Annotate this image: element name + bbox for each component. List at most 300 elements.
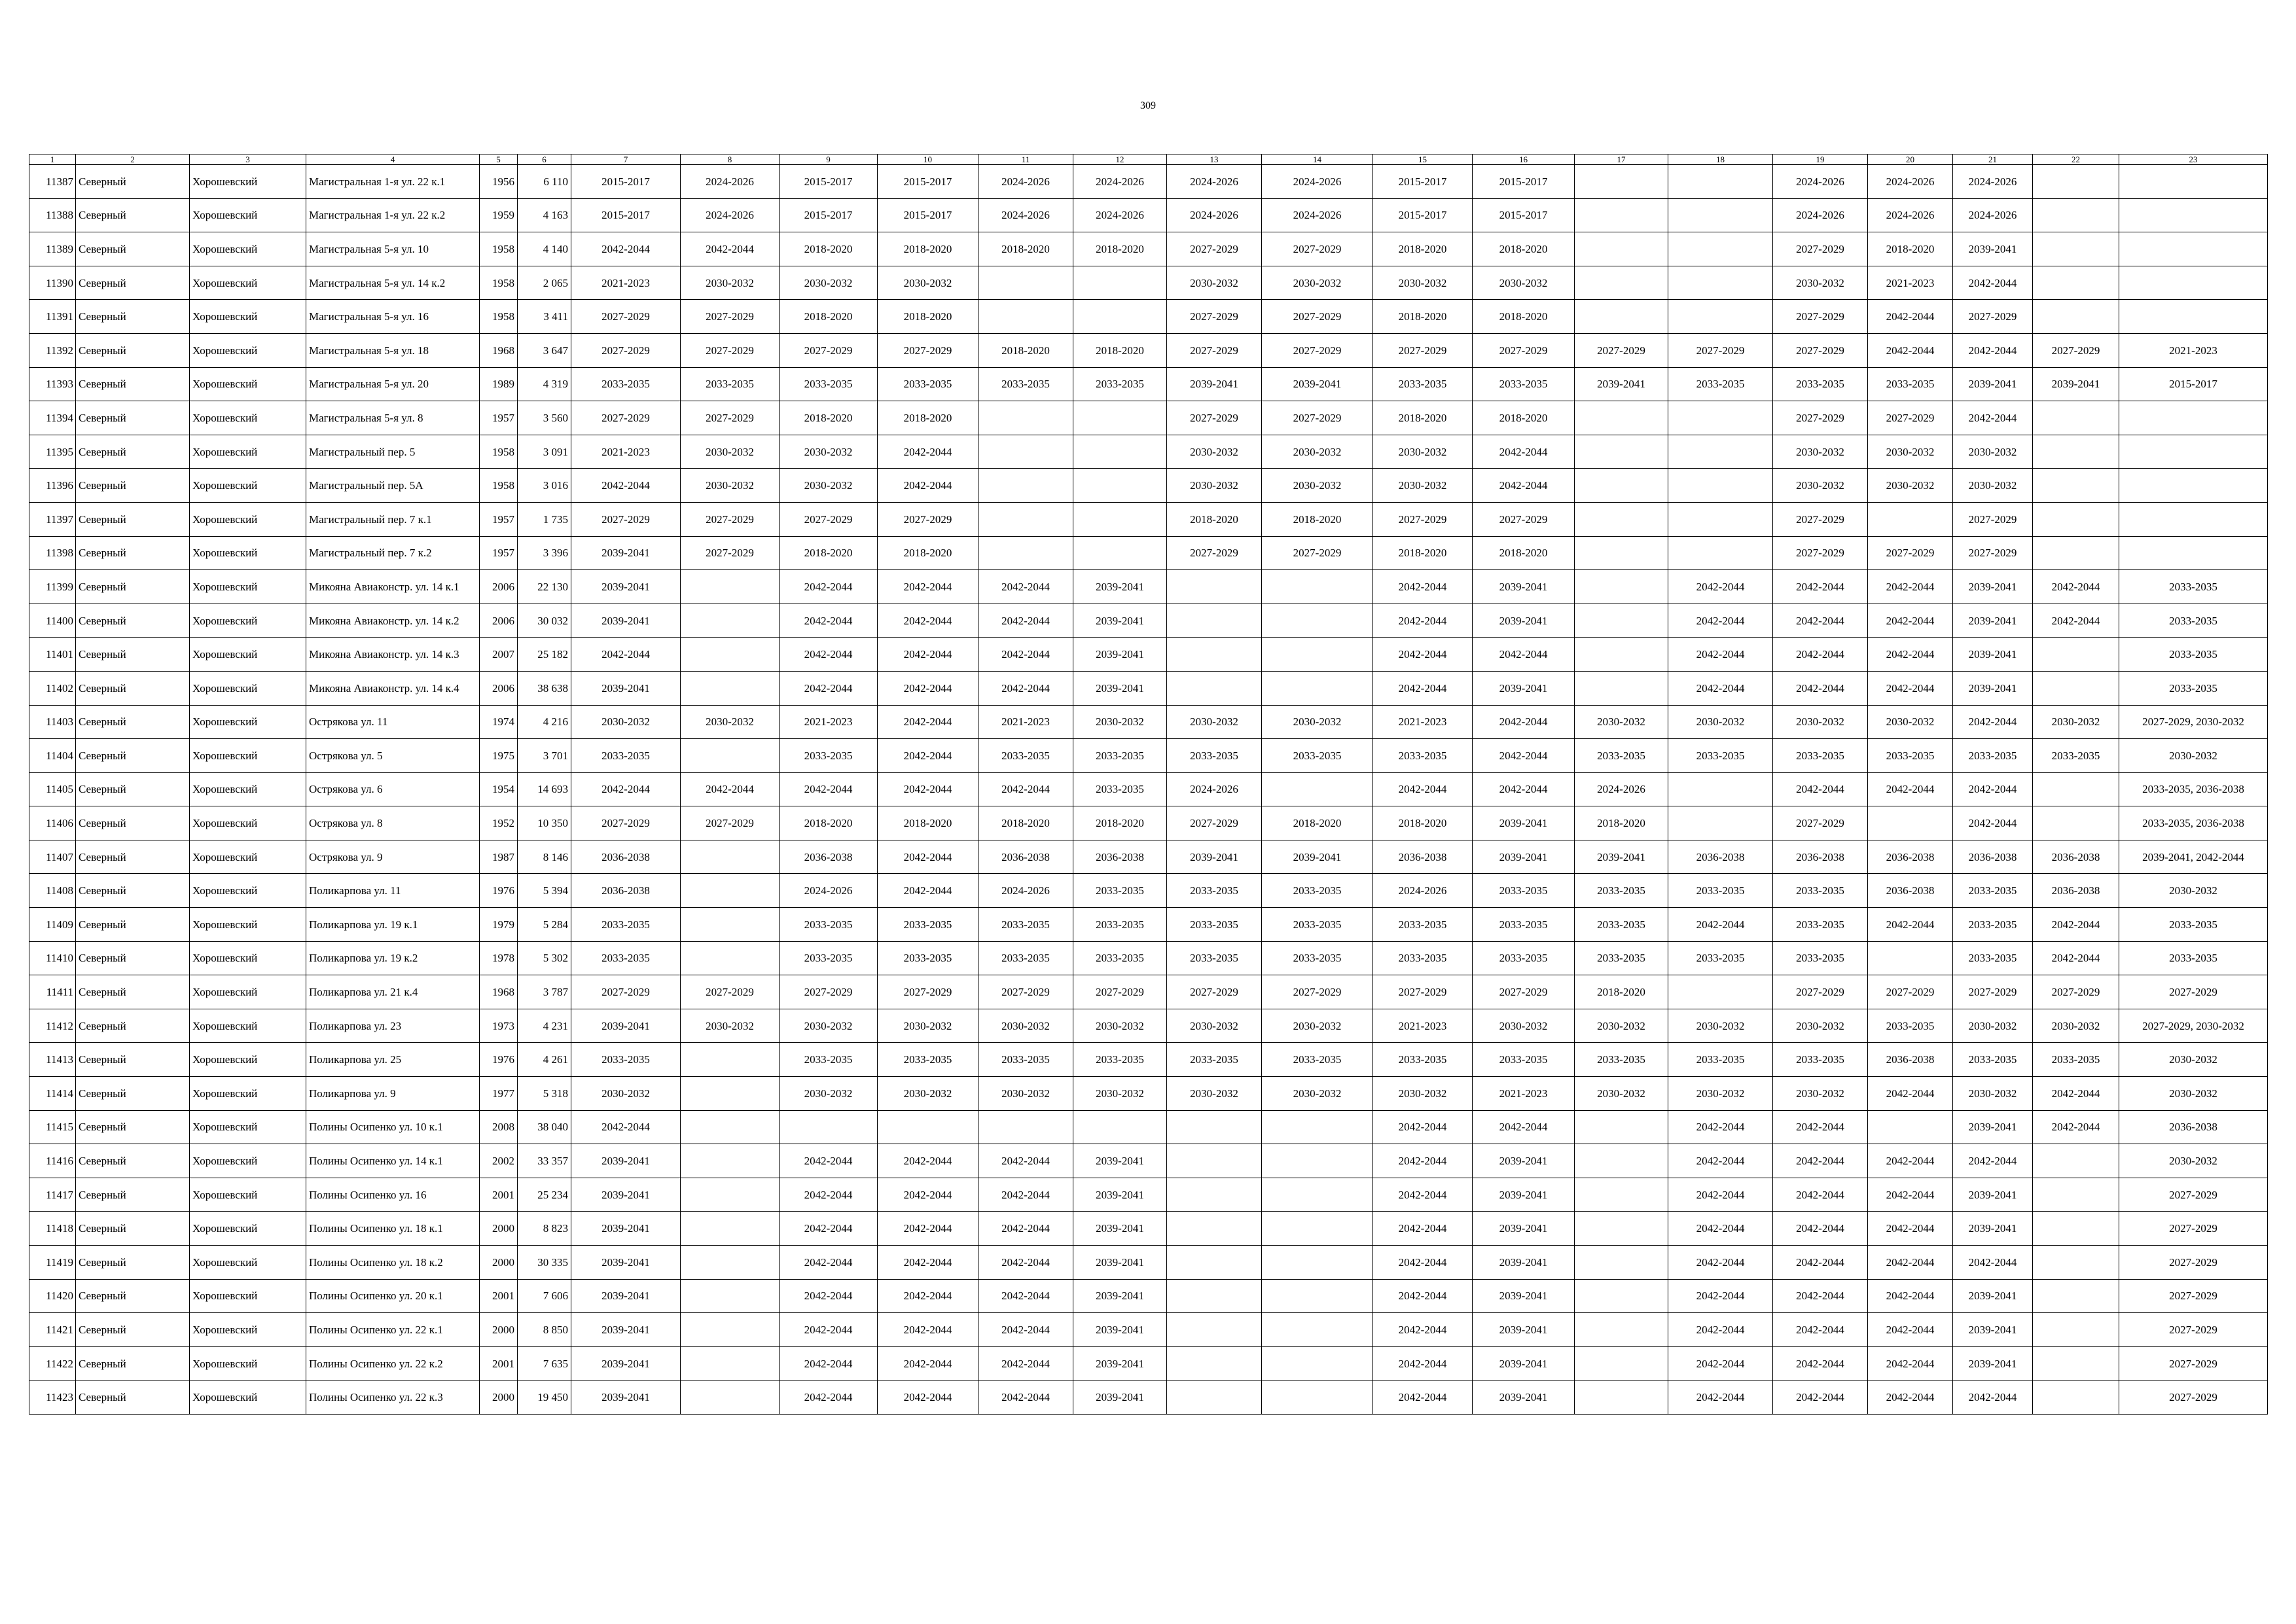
period-cell-col-19: 2033-2035: [1773, 367, 1868, 401]
period-cell-col-22: 2042-2044: [2033, 604, 2119, 638]
column-header-8: 8: [681, 154, 780, 165]
period-cell-col-8: 2024-2026: [681, 198, 780, 232]
table-row: [29, 1009, 2268, 1043]
period-cell-col-22: [2033, 266, 2119, 300]
district-cell: Северный: [76, 638, 190, 672]
column-header-10: 10: [878, 154, 978, 165]
period-cell-col-20: 2042-2044: [1868, 1279, 1953, 1313]
column-header-12: 12: [1073, 154, 1167, 165]
period-cell-col-9: 2018-2020: [780, 401, 878, 435]
area-cell: Хорошевский: [190, 300, 306, 334]
period-cell-col-12: 2033-2035: [1073, 739, 1167, 773]
period-cell-col-10: 2030-2032: [878, 1077, 978, 1111]
period-cell-col-18: [1668, 165, 1773, 199]
period-cell-col-9: 2042-2044: [780, 570, 878, 604]
period-cell-col-7: 2042-2044: [571, 1110, 681, 1144]
period-cell-col-22: [2033, 1212, 2119, 1246]
year-cell: 1954: [480, 772, 518, 806]
period-cell-col-19: 2027-2029: [1773, 536, 1868, 570]
period-cell-col-13: 2030-2032: [1167, 469, 1262, 503]
period-cell-col-8: [681, 1178, 780, 1212]
row-id: 11407: [29, 840, 76, 874]
period-cell-col-16: 2039-2041: [1473, 1279, 1575, 1313]
period-cell-col-9: 2042-2044: [780, 671, 878, 705]
row-id: 11387: [29, 165, 76, 199]
period-cell-col-18: 2042-2044: [1668, 1178, 1773, 1212]
period-cell-col-9: 2042-2044: [780, 1313, 878, 1347]
district-cell: Северный: [76, 266, 190, 300]
year-cell: 2001: [480, 1279, 518, 1313]
period-cell-col-18: 2030-2032: [1668, 705, 1773, 739]
period-cell-col-9: 2027-2029: [780, 333, 878, 367]
period-cell-col-8: 2030-2032: [681, 705, 780, 739]
district-cell: Северный: [76, 1043, 190, 1077]
district-cell: Северный: [76, 570, 190, 604]
area-value-cell: 8 850: [518, 1313, 571, 1347]
period-cell-col-21: 2039-2041: [1953, 671, 2033, 705]
period-cell-col-20: 2027-2029: [1868, 975, 1953, 1009]
area-value-cell: 38 638: [518, 671, 571, 705]
period-cell-col-17: 2030-2032: [1575, 1077, 1668, 1111]
period-cell-col-16: 2018-2020: [1473, 401, 1575, 435]
column-header-3: 3: [190, 154, 306, 165]
period-cell-col-11: 2042-2044: [978, 1178, 1073, 1212]
row-id: 11400: [29, 604, 76, 638]
period-cell-col-9: 2033-2035: [780, 908, 878, 942]
period-cell-col-11: 2021-2023: [978, 705, 1073, 739]
period-cell-col-7: 2039-2041: [571, 1144, 681, 1178]
period-cell-col-23: 2015-2017: [2119, 367, 2268, 401]
row-id: 11404: [29, 739, 76, 773]
period-cell-col-12: 2039-2041: [1073, 1380, 1167, 1415]
period-cell-col-14: [1262, 1346, 1373, 1380]
period-cell-col-12: [1073, 266, 1167, 300]
district-cell: Северный: [76, 1212, 190, 1246]
area-value-cell: 30 032: [518, 604, 571, 638]
district-cell: Северный: [76, 1346, 190, 1380]
period-cell-col-8: [681, 1313, 780, 1347]
row-id: 11388: [29, 198, 76, 232]
period-cell-col-8: [681, 570, 780, 604]
period-cell-col-15: 2033-2035: [1373, 739, 1473, 773]
period-cell-col-21: 2039-2041: [1953, 1110, 2033, 1144]
period-cell-col-14: [1262, 1313, 1373, 1347]
period-cell-col-9: 2027-2029: [780, 502, 878, 536]
period-cell-col-11: 2030-2032: [978, 1009, 1073, 1043]
period-cell-col-16: 2039-2041: [1473, 1346, 1575, 1380]
district-cell: Северный: [76, 198, 190, 232]
period-cell-col-19: 2030-2032: [1773, 1077, 1868, 1111]
period-cell-col-8: [681, 1212, 780, 1246]
period-cell-col-8: [681, 874, 780, 908]
period-cell-col-19: 2036-2038: [1773, 840, 1868, 874]
period-cell-col-10: 2042-2044: [878, 435, 978, 469]
page-number: 309: [1140, 100, 1156, 111]
period-cell-col-21: 2030-2032: [1953, 1009, 2033, 1043]
table-row: [29, 1077, 2268, 1111]
period-cell-col-11: 2033-2035: [978, 1043, 1073, 1077]
period-cell-col-14: 2027-2029: [1262, 401, 1373, 435]
year-cell: 2002: [480, 1144, 518, 1178]
area-value-cell: 4 140: [518, 232, 571, 266]
period-cell-col-21: 2024-2026: [1953, 165, 2033, 199]
period-cell-col-11: 2033-2035: [978, 941, 1073, 975]
column-header-2: 2: [76, 154, 190, 165]
period-cell-col-13: 2027-2029: [1167, 806, 1262, 840]
period-cell-col-16: 2033-2035: [1473, 941, 1575, 975]
period-cell-col-10: 2027-2029: [878, 333, 978, 367]
period-cell-col-23: 2033-2035: [2119, 908, 2268, 942]
period-cell-col-21: 2042-2044: [1953, 806, 2033, 840]
period-cell-col-14: 2027-2029: [1262, 333, 1373, 367]
period-cell-col-7: 2033-2035: [571, 908, 681, 942]
area-cell: Хорошевский: [190, 1380, 306, 1415]
period-cell-col-22: [2033, 536, 2119, 570]
period-cell-col-10: 2018-2020: [878, 401, 978, 435]
year-cell: 2007: [480, 638, 518, 672]
area-cell: Хорошевский: [190, 908, 306, 942]
period-cell-col-14: 2033-2035: [1262, 908, 1373, 942]
row-id: 11401: [29, 638, 76, 672]
period-cell-col-10: 2042-2044: [878, 739, 978, 773]
area-value-cell: 25 182: [518, 638, 571, 672]
period-cell-col-22: 2042-2044: [2033, 941, 2119, 975]
period-cell-col-15: 2027-2029: [1373, 502, 1473, 536]
period-cell-col-13: 2039-2041: [1167, 367, 1262, 401]
period-cell-col-15: 2021-2023: [1373, 1009, 1473, 1043]
period-cell-col-15: 2042-2044: [1373, 1144, 1473, 1178]
period-cell-col-17: [1575, 502, 1668, 536]
table-row: [29, 772, 2268, 806]
period-cell-col-21: 2042-2044: [1953, 333, 2033, 367]
period-cell-col-13: 2033-2035: [1167, 908, 1262, 942]
district-cell: Северный: [76, 840, 190, 874]
table-row: [29, 333, 2268, 367]
table-row: [29, 1346, 2268, 1380]
period-cell-col-19: 2030-2032: [1773, 469, 1868, 503]
period-cell-col-22: [2033, 502, 2119, 536]
table-row: [29, 604, 2268, 638]
period-cell-col-17: [1575, 1313, 1668, 1347]
period-cell-col-17: [1575, 1178, 1668, 1212]
period-cell-col-16: 2039-2041: [1473, 1212, 1575, 1246]
period-cell-col-21: 2033-2035: [1953, 1043, 2033, 1077]
period-cell-col-9: 2018-2020: [780, 300, 878, 334]
area-cell: Хорошевский: [190, 772, 306, 806]
period-cell-col-18: [1668, 502, 1773, 536]
period-cell-col-14: [1262, 671, 1373, 705]
period-cell-col-15: 2033-2035: [1373, 367, 1473, 401]
period-cell-col-17: [1575, 435, 1668, 469]
period-cell-col-8: 2030-2032: [681, 435, 780, 469]
area-cell: Хорошевский: [190, 469, 306, 503]
column-header-18: 18: [1668, 154, 1773, 165]
period-cell-col-22: [2033, 198, 2119, 232]
period-cell-col-13: [1167, 604, 1262, 638]
period-cell-col-14: 2033-2035: [1262, 941, 1373, 975]
period-cell-col-7: 2039-2041: [571, 570, 681, 604]
area-value-cell: 3 016: [518, 469, 571, 503]
period-cell-col-10: 2015-2017: [878, 198, 978, 232]
period-cell-col-12: 2024-2026: [1073, 165, 1167, 199]
period-cell-col-11: 2030-2032: [978, 1077, 1073, 1111]
period-cell-col-23: [2119, 232, 2268, 266]
period-cell-col-12: 2033-2035: [1073, 941, 1167, 975]
address-cell: Поликарпова ул. 9: [306, 1077, 480, 1111]
area-cell: Хорошевский: [190, 401, 306, 435]
period-cell-col-20: 2042-2044: [1868, 604, 1953, 638]
period-cell-col-18: 2042-2044: [1668, 1144, 1773, 1178]
period-cell-col-15: 2033-2035: [1373, 908, 1473, 942]
period-cell-col-19: 2042-2044: [1773, 1279, 1868, 1313]
period-cell-col-20: 2042-2044: [1868, 300, 1953, 334]
row-id: 11420: [29, 1279, 76, 1313]
area-value-cell: 7 635: [518, 1346, 571, 1380]
period-cell-col-21: 2027-2029: [1953, 975, 2033, 1009]
row-id: 11391: [29, 300, 76, 334]
period-cell-col-12: 2039-2041: [1073, 604, 1167, 638]
period-cell-col-15: 2018-2020: [1373, 300, 1473, 334]
period-cell-col-8: [681, 671, 780, 705]
period-cell-col-14: 2030-2032: [1262, 469, 1373, 503]
table-row: [29, 941, 2268, 975]
address-cell: Острякова ул. 11: [306, 705, 480, 739]
period-cell-col-20: 2042-2044: [1868, 671, 1953, 705]
period-cell-col-12: 2039-2041: [1073, 1279, 1167, 1313]
period-cell-col-9: 2042-2044: [780, 638, 878, 672]
year-cell: 1968: [480, 975, 518, 1009]
period-cell-col-20: 2042-2044: [1868, 570, 1953, 604]
period-cell-col-14: 2027-2029: [1262, 536, 1373, 570]
period-cell-col-18: 2027-2029: [1668, 333, 1773, 367]
row-id: 11422: [29, 1346, 76, 1380]
area-value-cell: 5 284: [518, 908, 571, 942]
period-cell-col-18: 2042-2044: [1668, 638, 1773, 672]
period-cell-col-15: 2018-2020: [1373, 536, 1473, 570]
row-id: 11414: [29, 1077, 76, 1111]
period-cell-col-22: 2027-2029: [2033, 975, 2119, 1009]
period-cell-col-22: [2033, 165, 2119, 199]
period-cell-col-13: [1167, 638, 1262, 672]
period-cell-col-13: 2033-2035: [1167, 941, 1262, 975]
period-cell-col-19: 2042-2044: [1773, 1346, 1868, 1380]
area-value-cell: 3 091: [518, 435, 571, 469]
period-cell-col-10: 2027-2029: [878, 502, 978, 536]
period-cell-col-19: 2033-2035: [1773, 1043, 1868, 1077]
district-cell: Северный: [76, 671, 190, 705]
period-cell-col-19: 2024-2026: [1773, 198, 1868, 232]
period-cell-col-14: [1262, 1279, 1373, 1313]
area-value-cell: 3 411: [518, 300, 571, 334]
table-row: [29, 300, 2268, 334]
period-cell-col-21: 2027-2029: [1953, 300, 2033, 334]
period-cell-col-23: 2021-2023: [2119, 333, 2268, 367]
period-cell-col-12: [1073, 1110, 1167, 1144]
area-cell: Хорошевский: [190, 705, 306, 739]
period-cell-col-8: 2027-2029: [681, 975, 780, 1009]
period-cell-col-23: 2033-2035, 2036-2038: [2119, 806, 2268, 840]
period-cell-col-16: 2039-2041: [1473, 671, 1575, 705]
period-cell-col-20: 2042-2044: [1868, 1346, 1953, 1380]
table-row: [29, 1212, 2268, 1246]
row-id: 11397: [29, 502, 76, 536]
period-cell-col-16: 2018-2020: [1473, 300, 1575, 334]
period-cell-col-20: 2030-2032: [1868, 469, 1953, 503]
period-cell-col-19: 2042-2044: [1773, 671, 1868, 705]
period-cell-col-13: 2030-2032: [1167, 435, 1262, 469]
period-cell-col-15: 2015-2017: [1373, 165, 1473, 199]
period-cell-col-20: 2036-2038: [1868, 1043, 1953, 1077]
period-cell-col-8: 2027-2029: [681, 536, 780, 570]
column-header-22: 22: [2033, 154, 2119, 165]
period-cell-col-7: 2042-2044: [571, 469, 681, 503]
period-cell-col-9: 2042-2044: [780, 1212, 878, 1246]
period-cell-col-19: 2030-2032: [1773, 1009, 1868, 1043]
period-cell-col-13: 2030-2032: [1167, 705, 1262, 739]
period-cell-col-12: 2036-2038: [1073, 840, 1167, 874]
period-cell-col-15: 2030-2032: [1373, 435, 1473, 469]
period-cell-col-9: 2021-2023: [780, 705, 878, 739]
period-cell-col-20: 2042-2044: [1868, 1212, 1953, 1246]
period-cell-col-15: 2042-2044: [1373, 1313, 1473, 1347]
address-cell: Полины Осипенко ул. 20 к.1: [306, 1279, 480, 1313]
period-cell-col-17: [1575, 198, 1668, 232]
row-id: 11411: [29, 975, 76, 1009]
year-cell: 1957: [480, 536, 518, 570]
period-cell-col-16: 2042-2044: [1473, 705, 1575, 739]
district-cell: Северный: [76, 1077, 190, 1111]
period-cell-col-22: [2033, 300, 2119, 334]
period-cell-col-12: 2039-2041: [1073, 1144, 1167, 1178]
period-cell-col-9: 2030-2032: [780, 1009, 878, 1043]
period-cell-col-15: 2042-2044: [1373, 671, 1473, 705]
area-cell: Хорошевский: [190, 1279, 306, 1313]
district-cell: Северный: [76, 1279, 190, 1313]
period-cell-col-17: [1575, 1246, 1668, 1280]
table-row: [29, 165, 2268, 199]
period-cell-col-7: 2033-2035: [571, 739, 681, 773]
period-cell-col-16: 2033-2035: [1473, 874, 1575, 908]
period-cell-col-11: 2024-2026: [978, 874, 1073, 908]
period-cell-col-22: [2033, 1246, 2119, 1280]
period-cell-col-11: 2042-2044: [978, 671, 1073, 705]
district-cell: Северный: [76, 1144, 190, 1178]
period-cell-col-23: 2033-2035: [2119, 941, 2268, 975]
period-cell-col-16: 2015-2017: [1473, 198, 1575, 232]
table-row: [29, 1144, 2268, 1178]
district-cell: Северный: [76, 536, 190, 570]
table-row: [29, 570, 2268, 604]
period-cell-col-10: 2030-2032: [878, 1009, 978, 1043]
period-cell-col-11: 2033-2035: [978, 908, 1073, 942]
period-cell-col-22: [2033, 435, 2119, 469]
address-cell: Магистральный пер. 5: [306, 435, 480, 469]
header-row: [29, 154, 2268, 165]
period-cell-col-9: 2042-2044: [780, 1178, 878, 1212]
row-id: 11394: [29, 401, 76, 435]
row-id: 11406: [29, 806, 76, 840]
area-cell: Хорошевский: [190, 1009, 306, 1043]
address-cell: Полины Осипенко ул. 18 к.2: [306, 1246, 480, 1280]
period-cell-col-10: 2018-2020: [878, 806, 978, 840]
year-cell: 1958: [480, 266, 518, 300]
area-cell: Хорошевский: [190, 1043, 306, 1077]
period-cell-col-15: 2042-2044: [1373, 1380, 1473, 1415]
period-cell-col-22: [2033, 806, 2119, 840]
period-cell-col-14: [1262, 1246, 1373, 1280]
period-cell-col-8: 2030-2032: [681, 1009, 780, 1043]
period-cell-col-19: 2027-2029: [1773, 502, 1868, 536]
period-cell-col-23: 2027-2029: [2119, 1212, 2268, 1246]
period-cell-col-18: 2042-2044: [1668, 1110, 1773, 1144]
district-cell: Северный: [76, 401, 190, 435]
period-cell-col-16: 2021-2023: [1473, 1077, 1575, 1111]
period-cell-col-22: 2042-2044: [2033, 570, 2119, 604]
period-cell-col-21: 2039-2041: [1953, 1178, 2033, 1212]
period-cell-col-19: 2030-2032: [1773, 435, 1868, 469]
period-cell-col-11: 2024-2026: [978, 165, 1073, 199]
period-cell-col-10: 2042-2044: [878, 1313, 978, 1347]
period-cell-col-17: 2027-2029: [1575, 333, 1668, 367]
period-cell-col-13: 2039-2041: [1167, 840, 1262, 874]
period-cell-col-8: [681, 1346, 780, 1380]
period-cell-col-9: 2015-2017: [780, 165, 878, 199]
address-cell: Полины Осипенко ул. 10 к.1: [306, 1110, 480, 1144]
period-cell-col-15: 2018-2020: [1373, 232, 1473, 266]
period-cell-col-13: 2033-2035: [1167, 1043, 1262, 1077]
period-cell-col-12: 2018-2020: [1073, 232, 1167, 266]
period-cell-col-22: [2033, 638, 2119, 672]
address-cell: Магистральный пер. 7 к.1: [306, 502, 480, 536]
area-cell: Хорошевский: [190, 333, 306, 367]
period-cell-col-9: 2042-2044: [780, 1246, 878, 1280]
area-cell: Хорошевский: [190, 266, 306, 300]
area-cell: Хорошевский: [190, 570, 306, 604]
area-cell: Хорошевский: [190, 502, 306, 536]
period-cell-col-13: 2024-2026: [1167, 165, 1262, 199]
address-cell: Острякова ул. 5: [306, 739, 480, 773]
year-cell: 2006: [480, 671, 518, 705]
period-cell-col-15: 2027-2029: [1373, 333, 1473, 367]
period-cell-col-14: 2030-2032: [1262, 435, 1373, 469]
period-cell-col-12: 2030-2032: [1073, 1077, 1167, 1111]
period-cell-col-17: 2030-2032: [1575, 705, 1668, 739]
period-cell-col-13: 2027-2029: [1167, 975, 1262, 1009]
address-cell: Микояна Авиаконстр. ул. 14 к.3: [306, 638, 480, 672]
period-cell-col-8: 2027-2029: [681, 502, 780, 536]
period-cell-col-15: 2042-2044: [1373, 1110, 1473, 1144]
period-cell-col-19: 2027-2029: [1773, 232, 1868, 266]
district-cell: Северный: [76, 367, 190, 401]
period-cell-col-11: 2042-2044: [978, 604, 1073, 638]
period-cell-col-17: [1575, 1380, 1668, 1415]
district-cell: Северный: [76, 469, 190, 503]
period-cell-col-18: [1668, 300, 1773, 334]
year-cell: 2001: [480, 1346, 518, 1380]
area-cell: Хорошевский: [190, 165, 306, 199]
year-cell: 1978: [480, 941, 518, 975]
area-cell: Хорошевский: [190, 840, 306, 874]
period-cell-col-19: 2042-2044: [1773, 1110, 1868, 1144]
table-row: [29, 1279, 2268, 1313]
table-row: [29, 401, 2268, 435]
period-cell-col-17: [1575, 469, 1668, 503]
period-cell-col-10: 2027-2029: [878, 975, 978, 1009]
year-cell: 1958: [480, 300, 518, 334]
period-cell-col-12: [1073, 300, 1167, 334]
period-cell-col-9: 2042-2044: [780, 604, 878, 638]
period-cell-col-10: 2033-2035: [878, 941, 978, 975]
